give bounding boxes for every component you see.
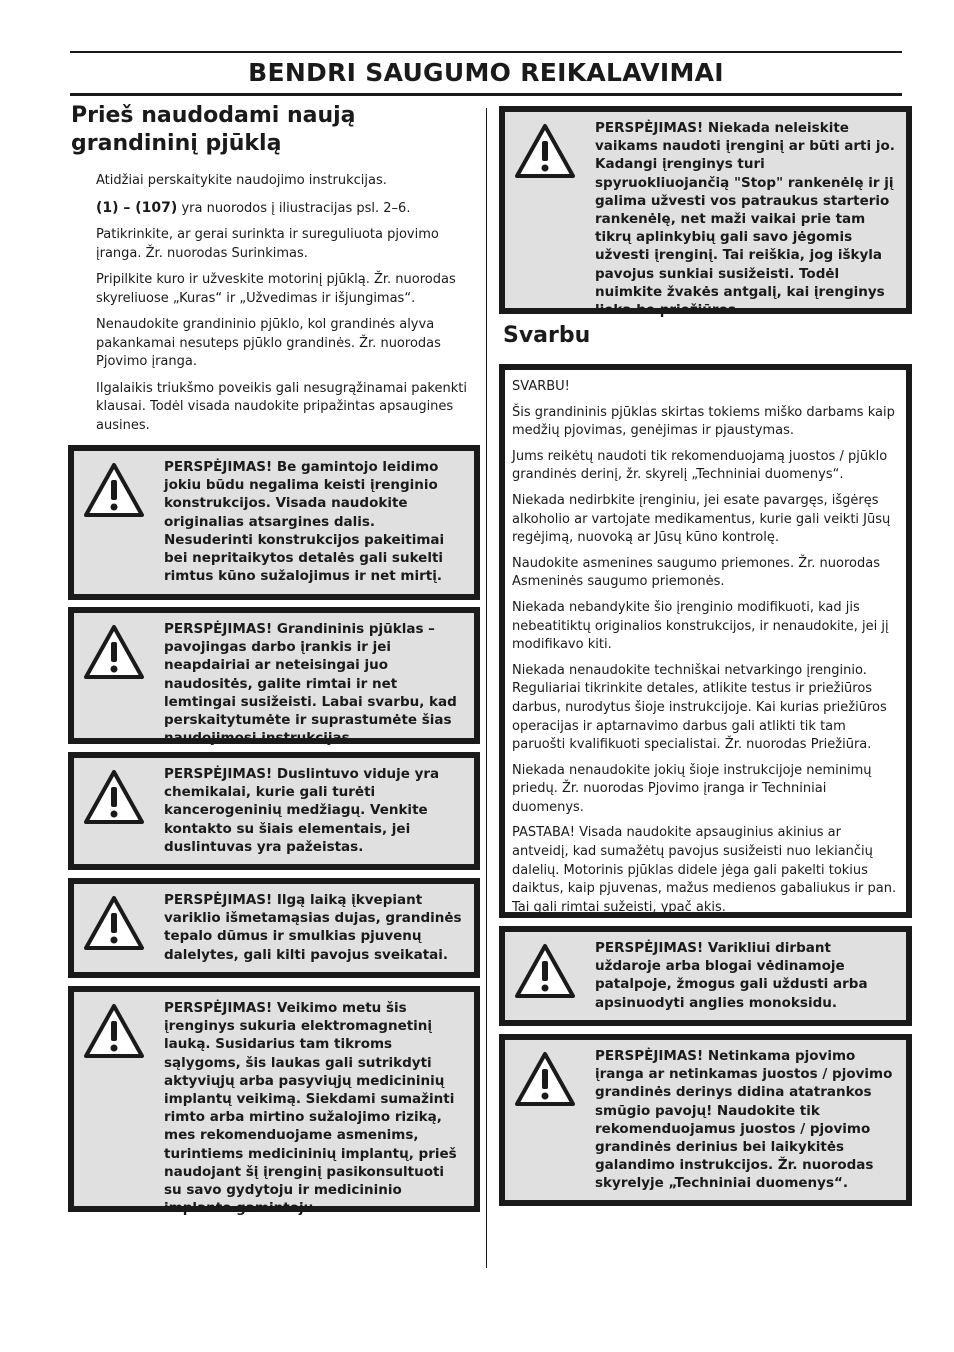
- warning-triangle-icon: [82, 768, 156, 828]
- important-note: PASTABA! Visada naudokite apsauginius akinius ar antveidį, kad sumažėtų pavojus susižeisti nuo lekiančių dalelių. Motorinis pjūklas didele jėga gali pakelti tokius daiktus, kaip pjuvenas, mažus medienos gabaliukus ir pan. Tai gali rimtai sužeisti, ypač akis.: [512, 825, 897, 915]
- warning-box: [499, 926, 912, 1026]
- reference-numbers: (1) – (107): [96, 199, 178, 216]
- header-rule-top: [70, 51, 902, 53]
- warning-text: PERSPĖJIMAS! Niekada neleiskite vaikams naudoti įrenginį ar būti arti jo. Kadangi įrenginys turi spyruokliuojančią "Stop" rankenėlę ir jį galima užvesti vos patraukus starterio rankenėlę, net maži vaikai prie tam tikrų aplinkybių gali savo jėgomis užvesti įrenginį. Tai reiškia, jog iškyla pavojus sunkiai susižeisti. Todėl nuimkite žvakės antgalį, kai įrenginys lieka be priežiūros.: [595, 120, 895, 319]
- reference-text: yra nuorodos į iliustracijas psl. 2–6.: [177, 200, 411, 216]
- important-paragraph: Šis grandininis pjūklas skirtas tokiems miško darbams kaip medžių pjovimas, genėjimas ir pjaustymas.: [512, 404, 895, 439]
- intro-paragraph: Atidžiai perskaitykite naudojimo instrukcijas.: [96, 173, 387, 188]
- important-label: SVARBU!: [512, 379, 570, 394]
- intro-paragraph: Patikrinkite, ar gerai surinkta ir sureguliuota pjovimo įranga. Žr. nuorodas Surinkimas.: [96, 227, 439, 261]
- important-paragraph: Niekada nedirbkite įrenginiu, jei esate pavargęs, išgėręs alkoholio ar vartojate medikamentus, kurie gali veikti Jūsų regėjimą, nuovoką ar Jūsų kūno kontrolę.: [512, 492, 891, 546]
- right-column: [499, 106, 912, 1206]
- warning-box: [68, 986, 480, 1217]
- page-title: BENDRI SAUGUMO REIKALAVIMAI: [248, 58, 724, 87]
- warning-text: PERSPĖJIMAS! Grandininis pjūklas – pavojingas darbo įrankis ir jei neapdairiai ar neteisingai juo naudositės, galite rimtai ir net lemtingai susižeisti. Labai svarbu, kad perskaitytumėte ir suprastumėte šias naudojimosi instrukcijas.: [164, 621, 457, 747]
- warning-text: PERSPĖJIMAS! Ilgą laiką įkvepiant variklio išmetamąsias dujas, grandinės tepalo dūmus ir smulkias pjuvenų dalelytes, gali kilti pavojus sveikatai.: [164, 892, 462, 963]
- column-divider: [486, 108, 487, 1268]
- warning-text: PERSPĖJIMAS! Be gamintojo leidimo jokiu būdu negalima keisti įrenginio konstrukcijos. Visada naudokite originalias atsargines dalis. Nesuderinti konstrukcijos pakeitimai bei nepritaikytos detalės gali sukelti rimtus kūno sužalojimus ir net mirtį.: [164, 459, 445, 585]
- warning-text: PERSPĖJIMAS! Netinkama pjovimo įranga ar netinkamas juostos / pjovimo grandinės derinys didina atatrankos smūgio pavojų! Naudokite tik rekomenduojamus juostos / pjovimo grandinės derinius bei laikykitės galandimo instrukcijos. Žr. nuorodas skyrelyje „Techniniai duomenys“.: [595, 1048, 893, 1192]
- section-heading-important: Svarbu: [503, 323, 591, 348]
- important-paragraph: Niekada nenaudokite jokių šioje instrukcijoje neminimų priedų. Žr. nuorodas Pjovimo įranga ir Techniniai duomenys.: [512, 762, 872, 815]
- header-rule-bottom: [70, 93, 902, 96]
- important-paragraph: Jums reikėtų naudoti tik rekomenduojamą juostos / pjūklo grandinės derinį, žr. skyrelį „Techniniai duomenys“.: [512, 448, 888, 483]
- warning-triangle-icon: [513, 122, 587, 182]
- intro-paragraph: Pripilkite kuro ir užveskite motorinį pjūklą. Žr. nuorodas skyreliuose „Kuras“ ir „Užvedimas ir išjungimas“.: [96, 272, 456, 306]
- warning-triangle-icon: [513, 942, 587, 1002]
- warning-triangle-icon: [82, 1002, 156, 1062]
- warning-triangle-icon: [513, 1050, 587, 1110]
- warning-triangle-icon: [82, 461, 156, 521]
- warning-text: PERSPĖJIMAS! Veikimo metu šis įrenginys sukuria elektromagnetinį lauką. Susidarius tam tikroms sąlygoms, šis laukas gali sutrikdyti aktyviųjų arba pasyviųjų medicininių implantų veikimą. Siekdami sumažinti rimto arba mirtino sužalojimo riziką, mes rekomenduojame asmenims, turintiems medicininių implantų, prieš naudojant šį įrenginį pasikonsultuoti su savo gydytoju ir medicininio implanto gamintoju.: [164, 1000, 457, 1217]
- warning-box: [68, 445, 480, 600]
- important-paragraph: Niekada nenaudokite techniškai netvarkingo įrenginio. Reguliariai tikrinkite detales, atlikite testus ir priežiūros darbus, nurodytus šioje instrukcijoje. Kai kurias priežiūros operacijas ir aptarnavimo darbus gali atlikti tik tam paruošti kvalifikuoti specialistai. Žr. nuorodas Priežiūra.: [512, 662, 887, 753]
- warning-box: [68, 607, 480, 747]
- warning-box: [68, 752, 480, 870]
- important-paragraph: Naudokite asmenines saugumo priemones. Žr. nuorodas Asmeninės saugumo priemonės.: [512, 555, 880, 590]
- intro-text: [68, 172, 480, 435]
- warning-box: [499, 106, 912, 319]
- warning-box: [68, 878, 480, 978]
- warning-triangle-icon: [82, 894, 156, 954]
- warning-text: PERSPĖJIMAS! Varikliui dirbant uždaroje arba blogai vėdinamoje patalpoje, žmogus gali uždusti arba apsinuodyti anglies monoksidu.: [595, 940, 868, 1011]
- warning-box: [499, 1034, 912, 1206]
- reference-paragraph: [96, 199, 474, 219]
- warning-triangle-icon: [82, 623, 156, 683]
- left-column: [68, 100, 480, 1217]
- warning-text: PERSPĖJIMAS! Duslintuvo viduje yra chemikalai, kurie gali turėti kancerogeninių medžiagų. Venkite kontakto su šiais elementais, jei duslintuvas yra pažeistas.: [164, 766, 440, 855]
- section-heading-before-use: Prieš naudodami naują grandininį pjūklą: [71, 103, 356, 156]
- intro-paragraph: Ilgalaikis triukšmo poveikis gali nesugrąžinamai pakenkti klausai. Todėl visada naudokite pripažintas apsaugines ausines.: [96, 380, 467, 433]
- important-paragraph: Niekada nebandykite šio įrenginio modifikuoti, kad jis nebeatitiktų originalios konstrukcijos, ir nenaudokite, jei jį modifikavo kiti.: [512, 599, 889, 653]
- intro-paragraph: Nenaudokite grandininio pjūklo, kol grandinės alyva pakankamai nesuteps pjūklo grandinės. Žr. nuorodas Pjovimo įranga.: [96, 317, 441, 369]
- important-box: [499, 364, 912, 918]
